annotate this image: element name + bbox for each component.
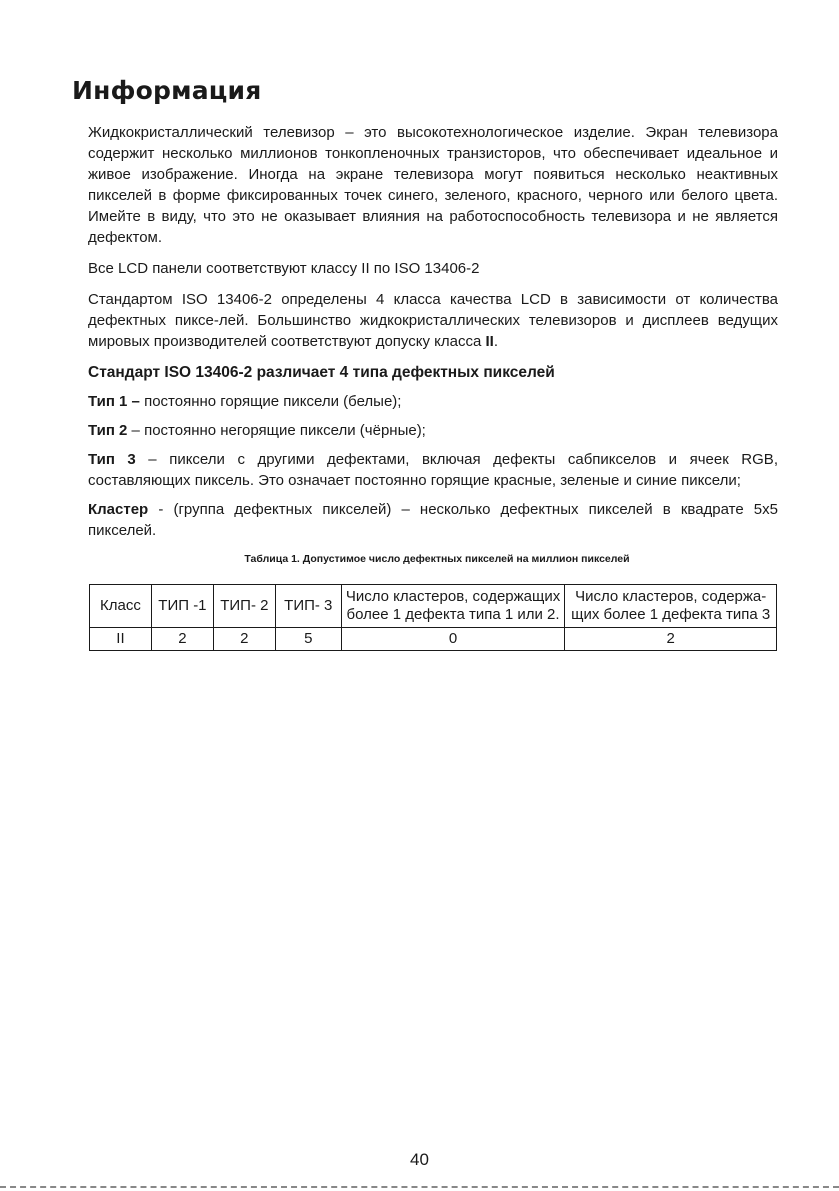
type-3-text: – пиксели с другими дефектами, включая дефекты сабпикселов и ячеек RGB, составляющих пиксель. Это означает постоянно горящие красные, зеленые и синие пиксели;	[88, 451, 778, 489]
document-body	[88, 122, 778, 651]
cell-clusters-type-1-2: 0	[341, 628, 565, 651]
header-type-2: ТИП- 2	[213, 585, 275, 628]
cell-type-3: 5	[275, 628, 341, 651]
class-ii-label: II	[485, 333, 494, 350]
header-type-3: ТИП- 3	[275, 585, 341, 628]
header-class: Класс	[90, 585, 152, 628]
iso-standard-paragraph	[88, 289, 778, 352]
table-row	[90, 628, 777, 651]
page-heading: Информация	[72, 76, 262, 105]
cluster-item	[88, 499, 778, 541]
bottom-divider	[0, 1186, 839, 1188]
type-2-text: – постоянно негорящие пиксели (чёрные);	[127, 422, 426, 439]
lcd-class-paragraph: Все LCD панели соответствуют классу II по ISO 13406-2	[88, 260, 480, 277]
type-1-label: Тип 1 –	[88, 393, 140, 410]
page-number: 40	[410, 1150, 429, 1169]
header-type-1: ТИП -1	[151, 585, 213, 628]
type-2-item	[88, 420, 778, 441]
cell-type-1: 2	[151, 628, 213, 651]
intro-paragraph: Жидкокристаллический телевизор – это высокотехнологическое изделие. Экран телевизора содержит несколько миллионов тонкопленочных транзисторов, что обеспечивает идеальное и живое изображение. Иногда на экране телевизора могут появиться несколько неактивных пикселей в форме фиксированных точек синего, зеленого, красного, черного или белого цвета. Имейте в виду, что это не оказывает влияния на работоспособность телевизора и не является дефектом.	[88, 124, 778, 246]
iso-standard-text: Стандартом ISO 13406-2 определены 4 класса качества LCD в зависимости от количества дефектных пиксе-лей. Большинство жидкокристаллических телевизоров и дисплеев ведущих мировых производителей соответствуют допуску класса	[88, 291, 778, 350]
type-1-item	[88, 391, 778, 412]
cluster-label: Кластер	[88, 501, 149, 518]
cell-type-2: 2	[213, 628, 275, 651]
type-1-text: постоянно горящие пиксели (белые);	[139, 393, 402, 410]
header-clusters-type-3: Число кластеров, содержа-щих более 1 дефекта типа 3	[565, 585, 777, 628]
type-2-label: Тип 2	[88, 422, 128, 439]
header-clusters-type-1-2: Число кластеров, содержащих более 1 дефекта типа 1 или 2.	[341, 585, 565, 628]
cluster-text: - (группа дефектных пикселей) – несколько дефектных пикселей в квадрате 5х5 пикселей.	[88, 501, 778, 539]
type-3-item	[88, 449, 778, 491]
defect-table	[89, 584, 777, 651]
table-header-row	[90, 585, 777, 628]
cell-class: II	[90, 628, 152, 651]
table-caption: Таблица 1. Допустимое число дефектных пикселей на миллион пикселей	[244, 553, 630, 565]
type-3-label: Тип 3	[88, 451, 136, 468]
standard-heading: Стандарт ISO 13406-2 различает 4 типа дефектных пикселей	[88, 364, 555, 381]
cell-clusters-type-3: 2	[565, 628, 777, 651]
iso-standard-end: .	[493, 333, 498, 350]
